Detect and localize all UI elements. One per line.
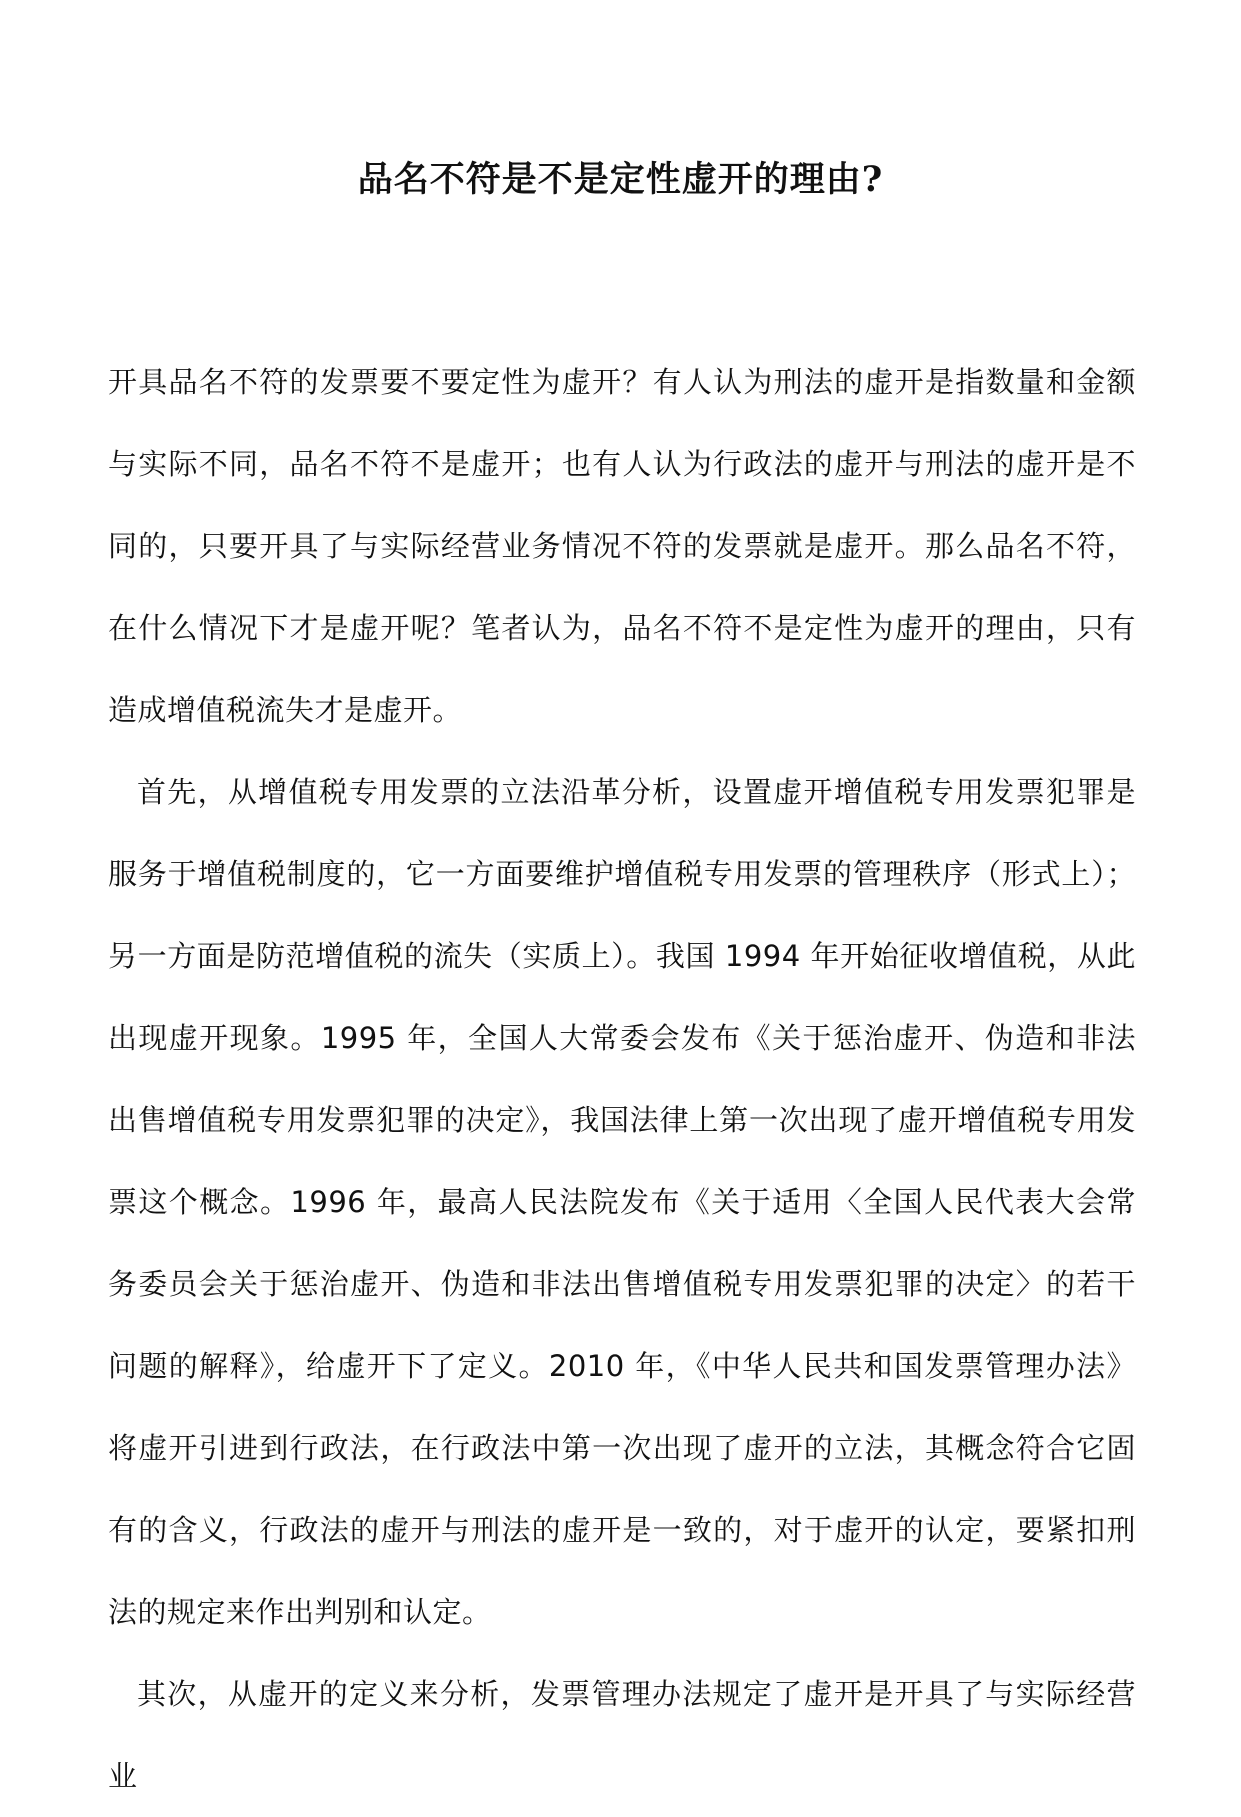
paragraph-first-point: 首先，从增值税专用发票的立法沿革分析，设置虚开增值税专用发票犯罪是服务于增值税制度的，它一方面要维护增值税专用发票的管理秩序（形式上）；另一方面是防范增值税的流失（实质上）。我国 1994 年开始征收增值税，从此出现虚开现象。1995 年，全国人大常委会发布《关于惩治虚开、伪造和非法出售增值税专用发票犯罪的决定》，我国法律上第一次出现了虚开增值税专用发票这个概念。1996 年，最高人民法院发布《关于适用〈全国人民代表大会常务委员会关于惩治虚开、伪造和非法出售增值税专用发票犯罪的决定〉的若干问题的解释》，给虚开下了定义。2010 年，《中华人民共和国发票管理办法》将虚开引进到行政法，在行政法中第一次出现了虚开的立法，其概念符合它固有的含义，行政法的虚开与刑法的虚开是一致的，对于虚开的认定，要紧扣刑法的规定来作出判别和认定。 — [108, 775, 1136, 1629]
paragraph-intro: 开具品名不符的发票要不要定性为虚开？有人认为刑法的虚开是指数量和金额与实际不同，品名不符不是虚开；也有人认为行政法的虚开与刑法的虚开是不同的，只要开具了与实际经营业务情况不符的发票就是虚开。那么品名不符，在什么情况下才是虚开呢？笔者认为，品名不符不是定性为虚开的理由，只有造成增值税流失才是虚开。 — [108, 365, 1136, 727]
document-body — [108, 341, 1136, 1817]
paragraph-second-point: 其次，从虚开的定义来分析，发票管理办法规定了虚开是开具了与实际经营业 — [108, 1677, 1136, 1793]
document-title: 品名不符是不是定性虚开的理由? — [357, 159, 884, 200]
